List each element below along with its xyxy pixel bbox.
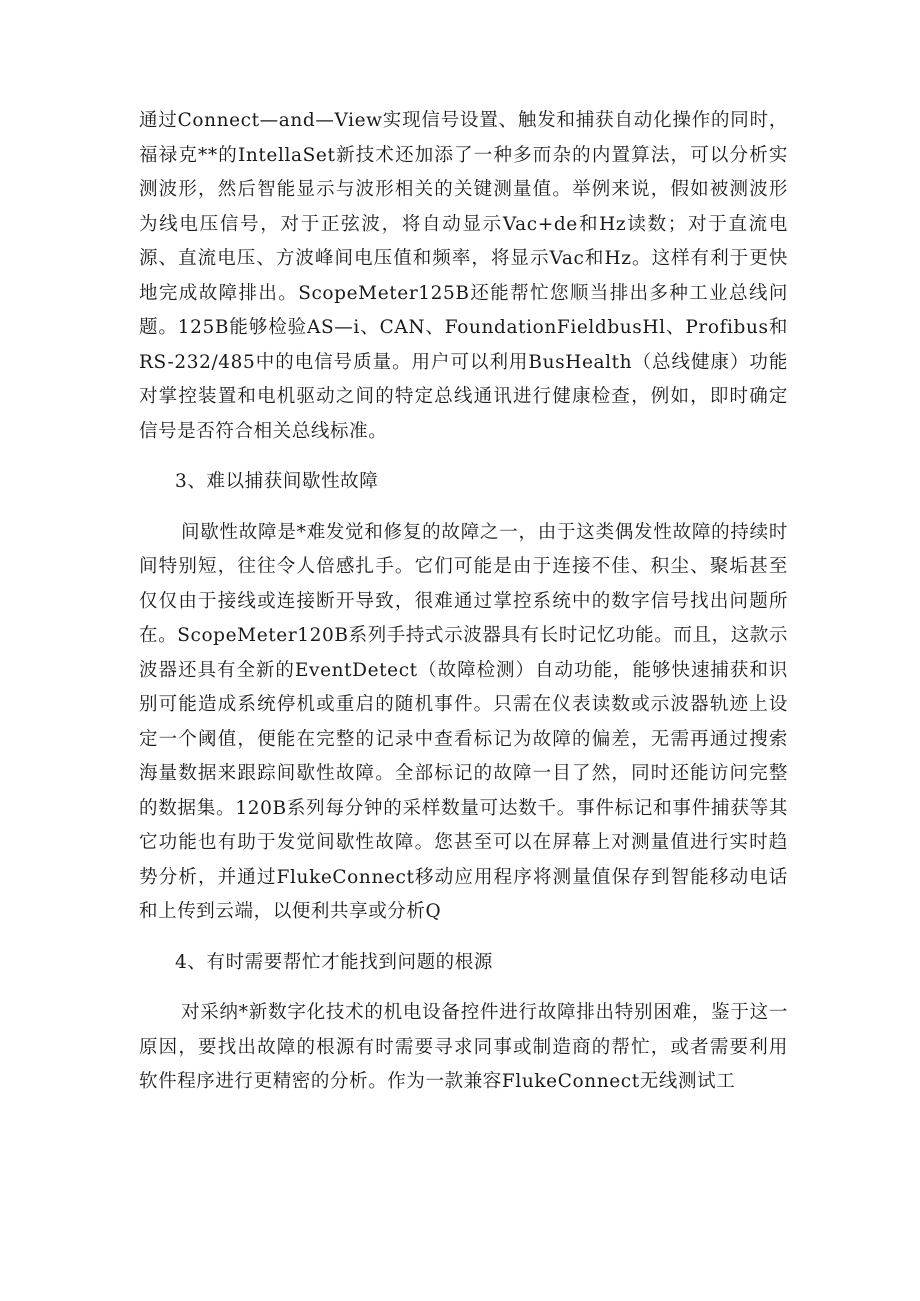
section-heading-4: 4、有时需要帮忙才能找到问题的根源 [175, 951, 493, 973]
paragraph-intermittent-faults: 间歇性故障是*难发觉和修复的故障之一，由于这类偶发性故障的持续时间特别短，往往令人倍感扎手。它们可能是由于连接不佳、积尘、聚垢甚至仅仅由于接线或连接断开导致，很难通过掌控系统中的数字信号找出问题所在。ScopeMeter120B系列手持式示波器具有长时记忆功能。而且，这款示波器还具有全新的EventDetect（故障检测）自动功能，能够快速捕获和识别可能造成系统停机或重启的随机事件。只需在仪表读数或示波器轨迹上设定一个阈值，便能在完整的记录中查看标记为故障的偏差，无需再通过搜索海量数据来跟踪间歇性故障。全部标记的故障一目了然，同时还能访问完整的数据集。120B系列每分钟的采样数量可达数千。事件标记和事件捕获等其它功能也有助于发觉间歇性故障。您甚至可以在屏幕上对测量值进行实时趋势分析，并通过FlukeConnect移动应用程序将测量值保存到智能移动电话和上传到云端，以便利共享或分析Q [139, 521, 788, 922]
section-heading-3: 3、难以捕获间歇性故障 [175, 471, 379, 492]
paragraph-root-cause: 对采纳*新数字化技术的机电设备控件进行故障排出特别困难，鉴于这一原因，要找出故障的根源有时需要寻求同事或制造商的帮忙，或者需要利用软件程序进行更精密的分析。作为一款兼容FlukeConnect无线测试工 [139, 1002, 788, 1092]
paragraph-intellaset: 通过Connect—and—View实现信号设置、触发和捕获自动化操作的同时，福禄克**的IntellaSet新技术还加添了一种多而杂的内置算法，可以分析实测波形，然后智能显示与波形相关的关键测量值。举例来说，假如被测波形为线电压信号，对于正弦波，将自动显示Vac+de和Hz读数；对于直流电源、直流电压、方波峰间电压值和频率，将显示Vac和Hz。这样有利于更快地完成故障排出。ScopeMeter125B还能帮忙您顺当排出多种工业总线问题。125B能够检验AS—i、CAN、FoundationFieldbusHl、Profibus和RS-232/485中的电信号质量。用户可以利用BusHealth（总线健康）功能对掌控装置和电机驱动之间的特定总线通讯进行健康检查，例如，即时确定信号是否符合相关总线标准。 [139, 110, 788, 442]
